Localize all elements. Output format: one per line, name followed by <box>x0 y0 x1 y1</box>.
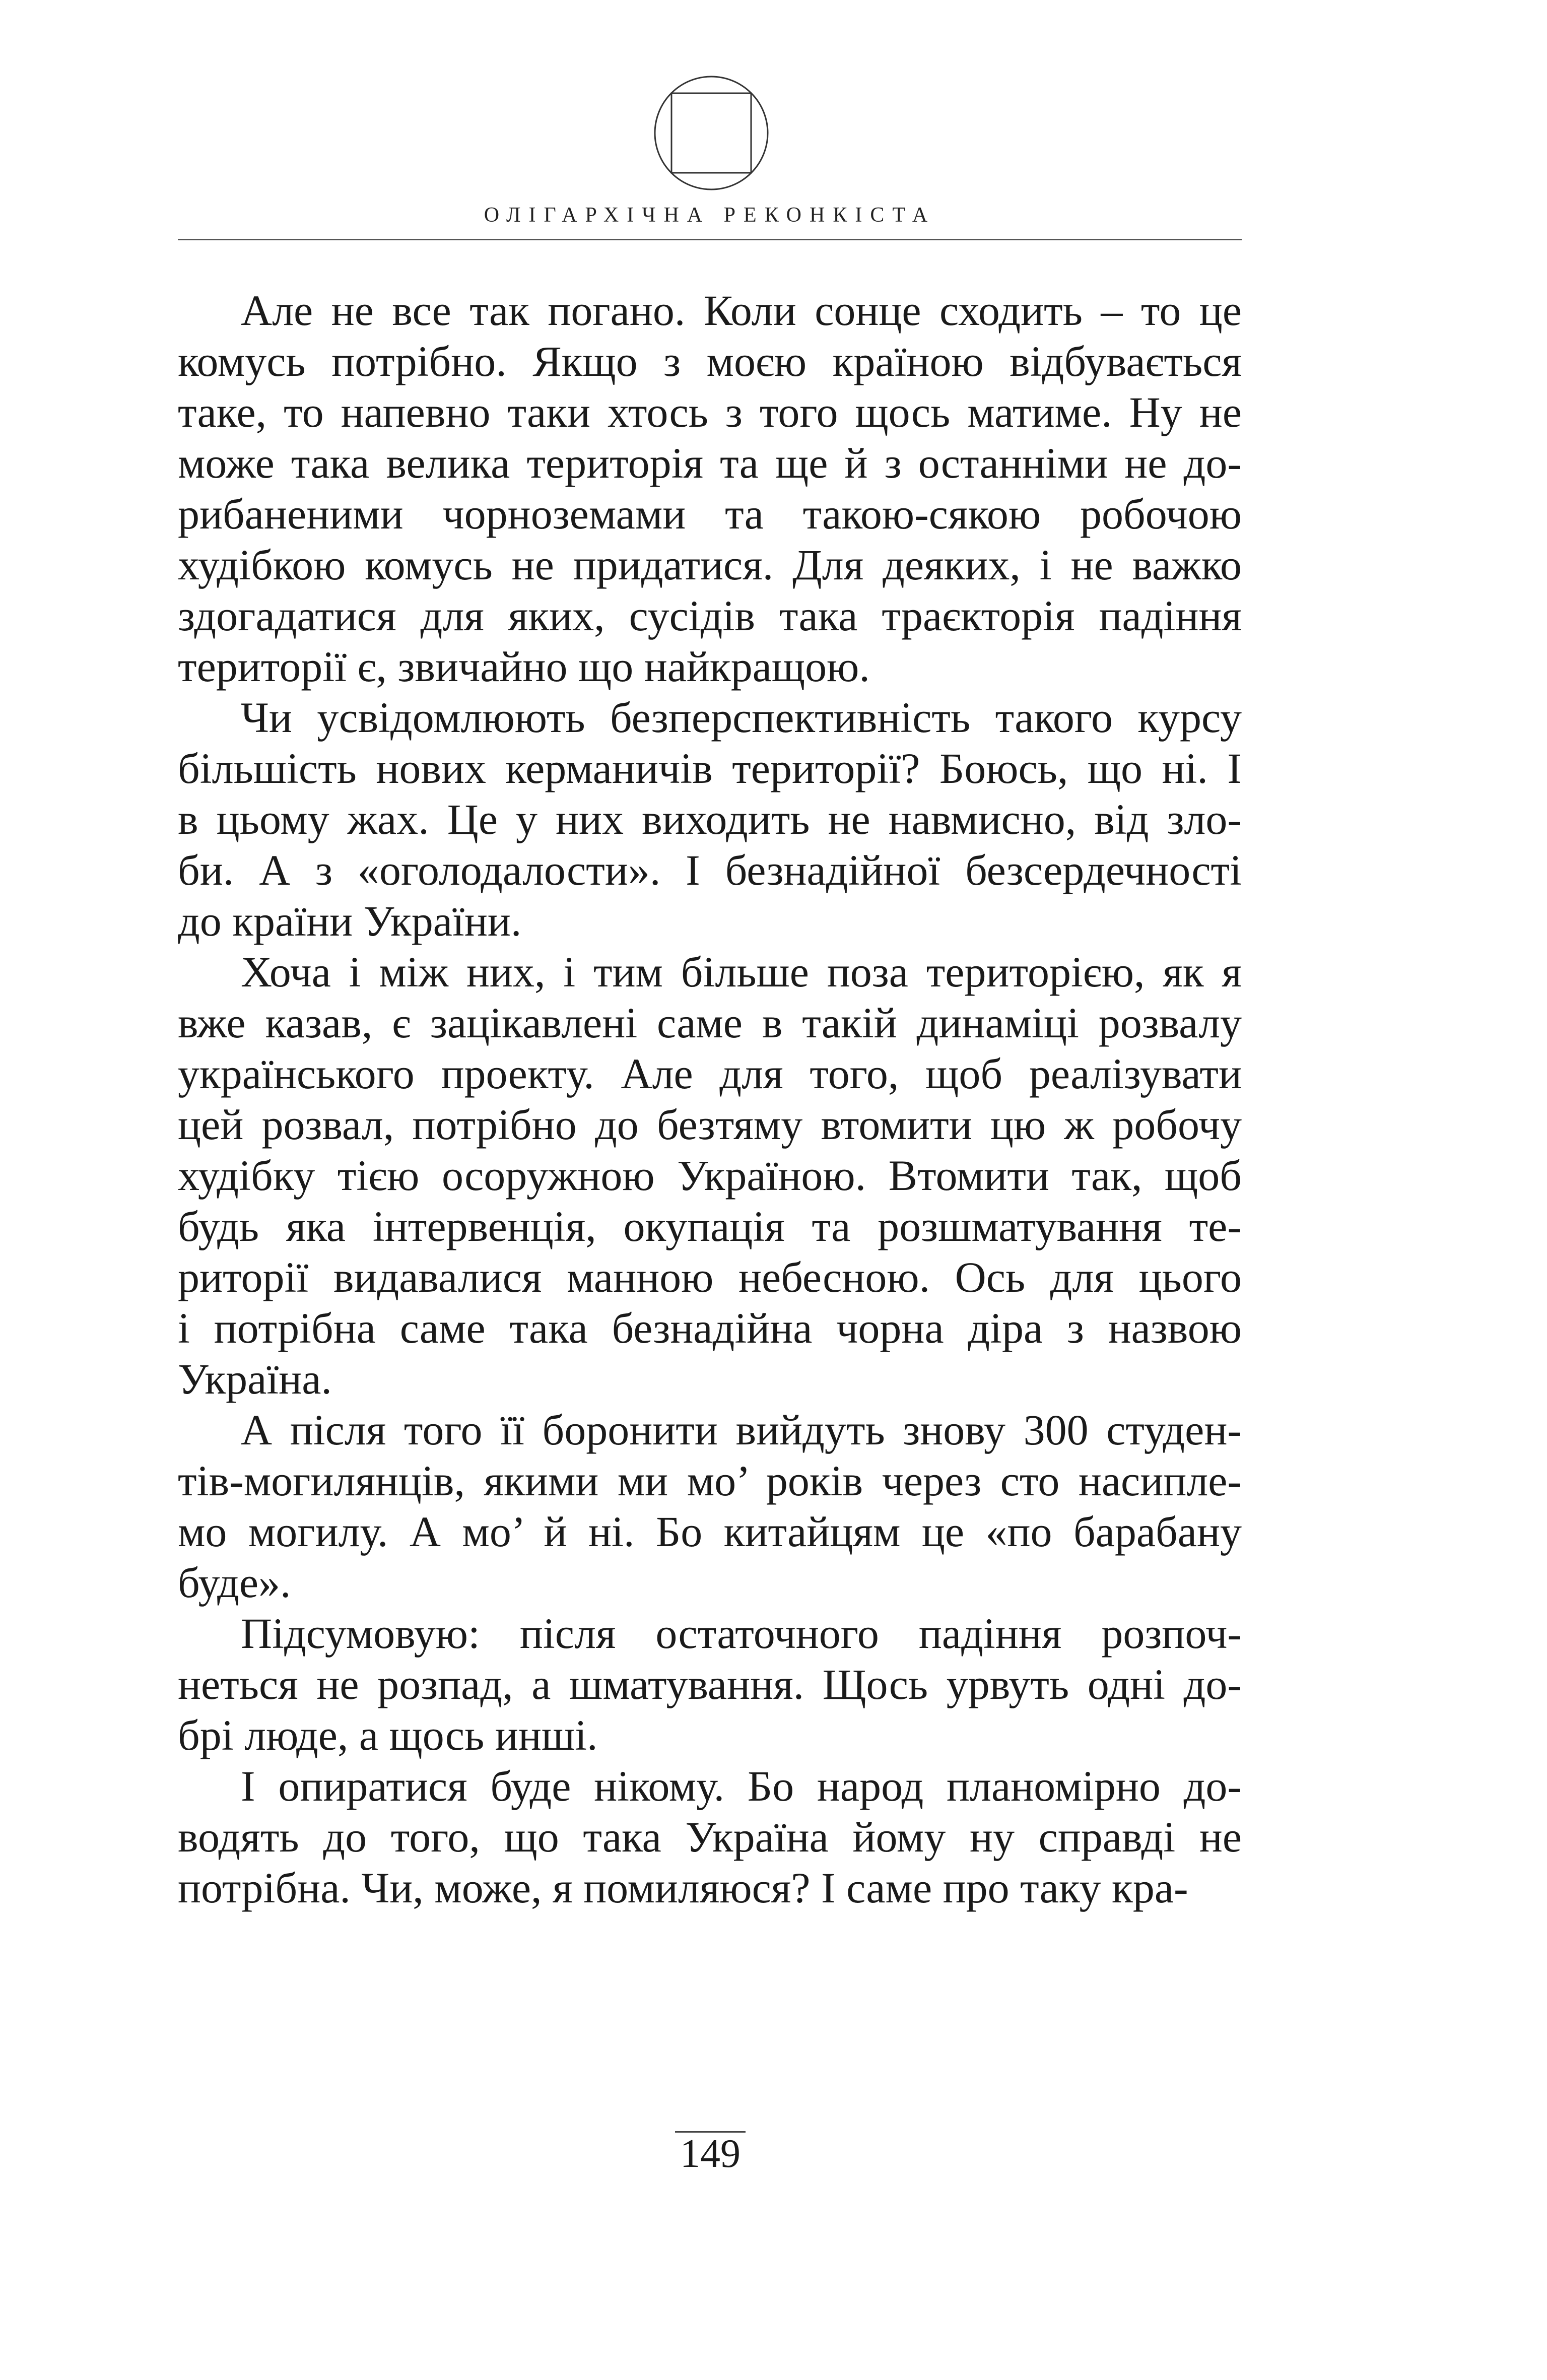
text-line: І опиратися буде нікому. Бо народ планомірно до- <box>241 1762 1242 1810</box>
text-line: водять до того, що така Україна йому ну справді не <box>178 1813 1242 1861</box>
text-line: би. А з «оголодалости». І безнадійної безсердечності <box>178 846 1242 894</box>
text-line: комусь потрібно. Якщо з моєю країною відбувається <box>178 337 1242 385</box>
text-line: тів-могилянців, якими ми мо’ років через сто насипле- <box>178 1457 1242 1505</box>
text-line: цей розвал, потрібно до безтяму втомити цю ж робочу <box>178 1100 1242 1149</box>
text-line: потрібна. Чи, може, я помиляюся? І саме про таку кра- <box>178 1864 1188 1912</box>
text-line: неться не розпад, а шматування. Щось урвуть одні до- <box>178 1660 1242 1708</box>
page-number: 149 <box>680 2132 741 2176</box>
text-line: може така велика територія та ще й з останніми не до- <box>178 439 1242 487</box>
circle-square-emblem-icon <box>653 75 770 191</box>
running-head: ОЛІГАРХІЧНА РЕКОНКІСТА <box>484 204 936 227</box>
text-line: вже казав, є зацікавлені саме в такій динаміці розвалу <box>178 999 1242 1047</box>
paragraph <box>178 285 1242 692</box>
text-line: більшість нових керманичів території? Боюсь, що ні. І <box>178 744 1242 792</box>
paragraph <box>178 947 1242 1405</box>
text-line: до країни України. <box>178 897 522 945</box>
text-line: брі люде, а щось инші. <box>178 1711 598 1759</box>
text-line: і потрібна саме така безнадійна чорна діра з назвою <box>178 1304 1242 1352</box>
header-rule <box>178 239 1242 240</box>
text-line: українського проекту. Але для того, щоб реалізувати <box>178 1049 1242 1098</box>
text-line: будь яка інтервенція, окупація та розшматування те- <box>178 1202 1242 1250</box>
text-line: мо могилу. А мо’ й ні. Бо китайцям це «по барабану <box>178 1507 1242 1556</box>
text-line: худібку тією осоружною Україною. Втомити так, щоб <box>178 1151 1242 1200</box>
text-line: території є, звичайно що найкращою. <box>178 642 870 691</box>
text-line: Але не все так погано. Коли сонце сходить – то це <box>241 286 1242 335</box>
body-text <box>178 285 1242 1913</box>
paragraph <box>178 1761 1242 1913</box>
text-line: А після того її боронити вийдуть знову 300 студен- <box>241 1406 1242 1454</box>
text-line: таке, то напевно таки хтось з того щось матиме. Ну не <box>178 388 1242 436</box>
text-line: риторії видавалися манною небесною. Ось для цього <box>178 1253 1242 1301</box>
paragraph <box>178 692 1242 947</box>
text-line: Чи усвідомлюють безперспективність такого курсу <box>241 693 1242 742</box>
paragraph <box>178 1405 1242 1608</box>
text-line: Україна. <box>178 1355 332 1403</box>
text-line: Підсумовую: після остаточного падіння розпоч- <box>241 1609 1242 1658</box>
text-line: в цьому жах. Це у них виходить не навмисно, від зло- <box>178 795 1242 843</box>
text-line: худібкою комусь не придатися. Для деяких, і не важко <box>178 541 1242 589</box>
text-line: здогадатися для яких, сусідів така траєкторія падіння <box>178 591 1242 640</box>
paragraph <box>178 1608 1242 1761</box>
page-footer <box>655 2131 766 2174</box>
text-line: буде». <box>178 1558 291 1607</box>
text-line: Хоча і між них, і тим більше поза територією, як я <box>241 948 1242 996</box>
text-line: рибаненими чорноземами та такою-сякою робочою <box>178 490 1242 538</box>
